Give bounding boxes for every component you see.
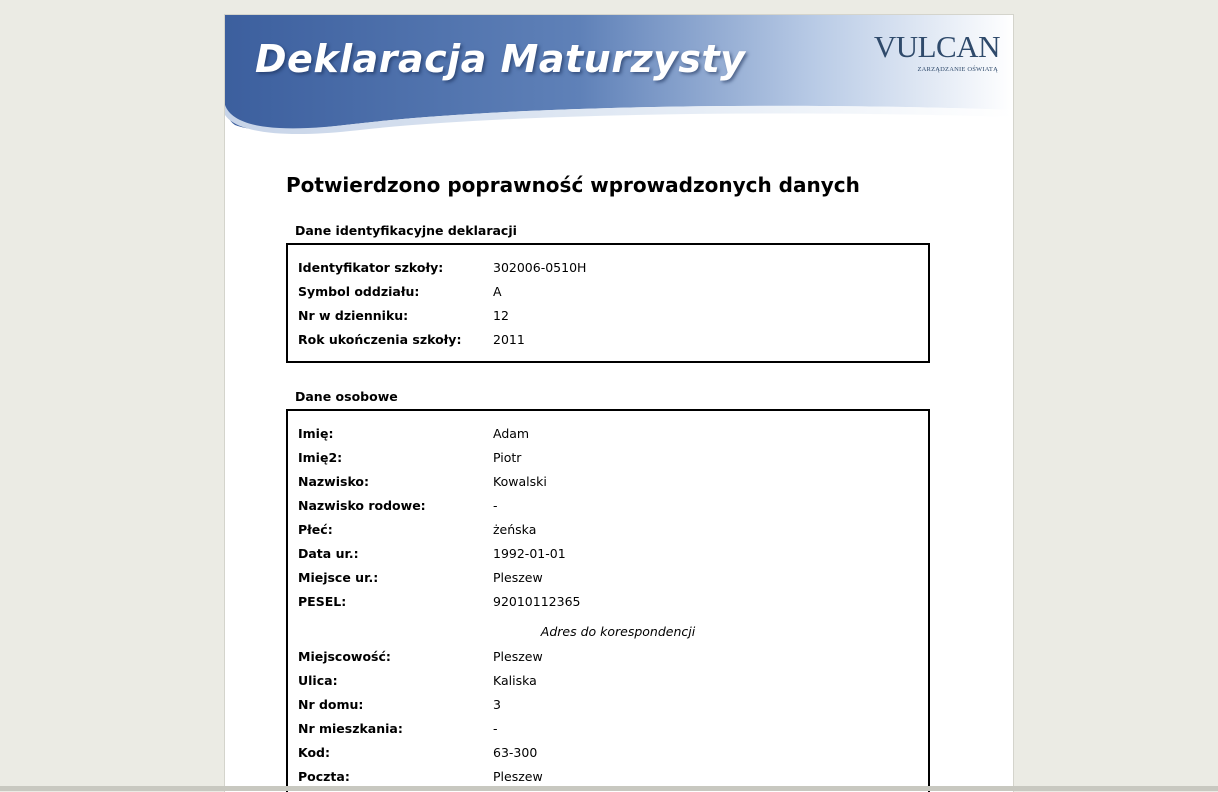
field-value: - xyxy=(493,498,498,513)
field-value: Pleszew xyxy=(493,769,543,784)
field-label: Nr mieszkania: xyxy=(298,721,403,736)
field-row xyxy=(298,544,918,564)
field-row xyxy=(298,767,918,787)
field-value: 3 xyxy=(493,697,501,712)
field-label: Imię2: xyxy=(298,450,343,465)
field-label: Miejsce ur.: xyxy=(298,570,379,585)
field-row xyxy=(298,719,918,739)
field-value: 92010112365 xyxy=(493,594,581,609)
field-label: Płeć: xyxy=(298,522,333,537)
field-label: Symbol oddziału: xyxy=(298,284,420,299)
field-row xyxy=(298,448,918,468)
vulcan-logo xyxy=(875,29,1000,74)
field-label: Data ur.: xyxy=(298,546,359,561)
field-label: Nazwisko: xyxy=(298,474,370,489)
field-label: Nr domu: xyxy=(298,697,364,712)
field-label: Nazwisko rodowe: xyxy=(298,498,426,513)
field-label: Kod: xyxy=(298,745,331,760)
identification-section-title: Dane identyfikacyjne deklaracji xyxy=(295,223,517,238)
field-row xyxy=(298,520,918,540)
identification-box xyxy=(286,243,930,363)
field-row xyxy=(298,671,918,691)
field-row xyxy=(298,743,918,763)
field-value: - xyxy=(493,721,498,736)
field-row xyxy=(298,282,918,302)
field-value: Kowalski xyxy=(493,474,547,489)
field-row xyxy=(298,695,918,715)
field-value: 2011 xyxy=(493,332,525,347)
field-label: Poczta: xyxy=(298,769,350,784)
field-row xyxy=(298,258,918,278)
address-subheading: Adres do korespondencji xyxy=(540,624,696,639)
field-row xyxy=(298,568,918,588)
field-row xyxy=(298,424,918,444)
field-row xyxy=(298,330,918,350)
field-row xyxy=(298,647,918,667)
field-value: A xyxy=(493,284,502,299)
field-row xyxy=(298,496,918,516)
field-label: Nr w dzienniku: xyxy=(298,308,409,323)
field-row xyxy=(298,306,918,326)
field-label: PESEL: xyxy=(298,594,347,609)
field-label: Rok ukończenia szkoły: xyxy=(298,332,462,347)
header-banner xyxy=(225,15,1013,140)
personal-data-box xyxy=(286,409,930,792)
window-bottom-edge xyxy=(0,786,1218,791)
field-value: 302006-0510H xyxy=(493,260,587,275)
personal-section-title: Dane osobowe xyxy=(295,389,398,404)
field-value: 12 xyxy=(493,308,509,323)
field-row xyxy=(298,592,918,612)
field-label: Imię: xyxy=(298,426,334,441)
field-label: Miejscowość: xyxy=(298,649,391,664)
field-label: Identyfikator szkoły: xyxy=(298,260,444,275)
page-title: Potwierdzono poprawność wprowadzonych danych xyxy=(286,173,860,197)
declaration-page xyxy=(224,14,1014,792)
logo-subtitle: ZARZĄDZANIE OŚWIATĄ xyxy=(917,66,998,73)
field-row xyxy=(298,472,918,492)
field-label: Ulica: xyxy=(298,673,338,688)
field-value: 1992-01-01 xyxy=(493,546,566,561)
field-value: 63-300 xyxy=(493,745,538,760)
field-value: Piotr xyxy=(493,450,522,465)
field-value: żeńska xyxy=(493,522,537,537)
field-value: Pleszew xyxy=(493,649,543,664)
field-value: Adam xyxy=(493,426,530,441)
banner-title: Deklaracja Maturzysty xyxy=(255,37,746,81)
field-value: Pleszew xyxy=(493,570,543,585)
field-value: Kaliska xyxy=(493,673,537,688)
logo-text: VULCAN xyxy=(873,29,1000,64)
